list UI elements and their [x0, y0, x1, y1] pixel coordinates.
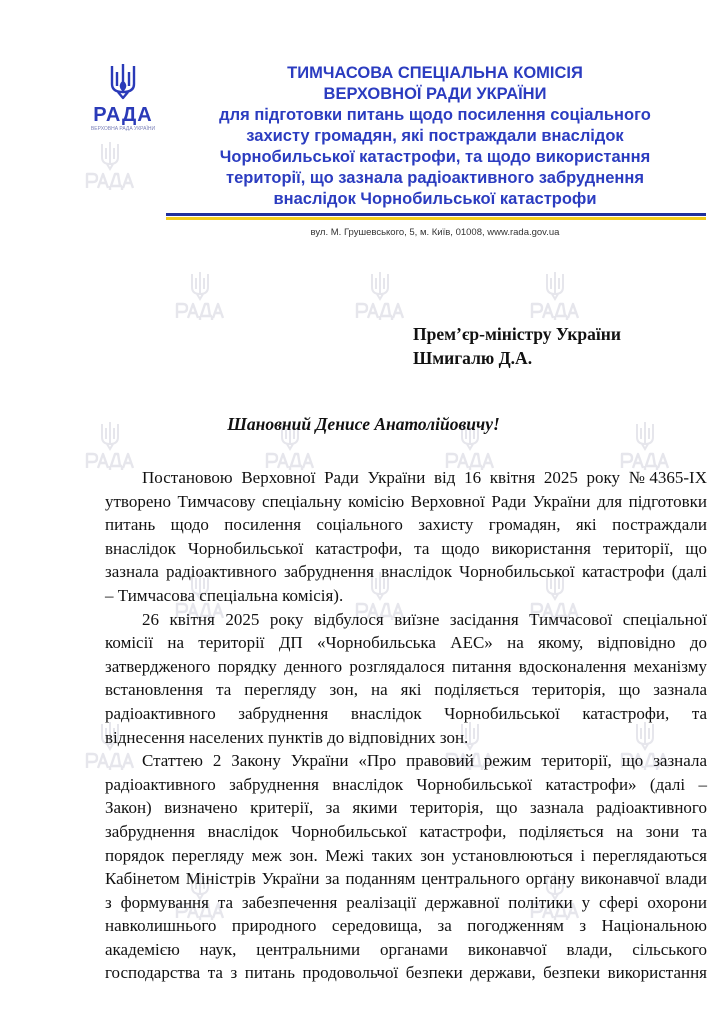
text-line: Закон) визначено критерії, за якими територія, що зазнала радіоактивного — [105, 798, 707, 818]
addressee — [413, 322, 621, 370]
paragraph — [105, 466, 707, 608]
letterhead-line: Чорнобильської катастрофи, та щодо використання — [219, 148, 651, 166]
addressee-name: Шмигалю Д.А. — [413, 348, 533, 368]
watermark — [355, 270, 405, 322]
text-line: зазнала радіоактивного забруднення внаслідок Чорнобильської катастрофи (далі — [105, 562, 707, 582]
trident-icon — [372, 272, 388, 299]
text-line: комісії на території ДП «Чорнобильська АЕС» на якому, відповідно до — [105, 633, 707, 653]
letterhead-line: території, що зазнала радіоактивного забруднення — [226, 169, 644, 187]
trident-icon — [192, 272, 208, 299]
rada-logo — [88, 62, 158, 132]
text-line: академією наук, центральними органами виконавчої влади, сільського — [105, 939, 707, 959]
letterhead-line: внаслідок Чорнобильської катастрофи — [273, 190, 597, 208]
text-line: віднесення населених пунктів до відповідних зон. — [105, 727, 469, 747]
letterhead-line: ТИМЧАСОВА СПЕЦІАЛЬНА КОМІСІЯ — [287, 64, 583, 82]
text-line: навколишнього природного середовища, за погодженням з Національною — [105, 916, 707, 936]
trident-icon — [108, 62, 138, 100]
text-line: – Тимчасова спеціальна комісія). — [105, 585, 344, 605]
text-line: Статтею 2 Закону України «Про правовий режим території, що зазнала — [142, 751, 707, 771]
letterhead-line: ВЕРХОВНОЇ РАДИ УКРАЇНИ — [323, 85, 547, 103]
letterhead-title — [165, 63, 705, 210]
addressee-title: Прем’єр-міністру України — [413, 324, 621, 344]
salutation: Шановний Денисе Анатолійовичу! — [227, 414, 500, 434]
logo-subtitle: ВЕРХОВНА РАДА УКРАЇНИ — [90, 126, 156, 132]
letterhead-address: вул. М. Грушевського, 5, м. Київ, 01008, www.rada.gov.ua — [310, 227, 560, 238]
letterhead-line: для підготовки питань щодо посилення соціального — [219, 106, 651, 124]
logo-name: РАДА — [93, 104, 153, 126]
letter-body — [105, 466, 707, 985]
divider-blue — [166, 213, 706, 216]
text-line: господарства та з питань продовольчої безпеки держави, безпеки використання — [105, 963, 707, 983]
watermark — [175, 270, 225, 322]
paragraph — [105, 749, 707, 985]
text-line: забруднення внаслідок Чорнобильської катастрофи, поділяється на зони та — [105, 821, 707, 841]
watermark — [530, 270, 580, 322]
text-line: Кабінетом Міністрів України за поданням центрального органу виконавчої влади — [105, 869, 707, 889]
paragraph — [105, 608, 707, 750]
text-line: утворено Тимчасову спеціальну комісію Верховної Ради України для підготовки — [105, 491, 707, 511]
watermark-lettering — [357, 304, 403, 320]
watermark-lettering — [177, 304, 223, 320]
text-line: Постановою Верховної Ради України від 16 квітня 2025 року №4365-IX — [142, 468, 707, 487]
text-line: радіоактивного забруднення внаслідок Чорнобильської катастрофи, та — [105, 703, 707, 723]
trident-icon — [547, 272, 563, 299]
text-line: внаслідок Чорнобильської катастрофи, та щодо використання території, що — [105, 538, 707, 558]
text-line: порядок перегляду меж зон. Межі таких зон установлюються і переглядаються — [105, 845, 707, 865]
watermark-lettering — [87, 174, 133, 190]
text-line: встановлення та перегляду зон, на які поділяється територія, що зазнала — [105, 680, 707, 700]
trident-icon — [102, 142, 118, 169]
text-line: затвердженого порядку денного розглядалося питання вдосконалення механізму — [105, 656, 707, 676]
text-line: питань щодо посилення соціального захисту громадян, які постраждали — [105, 515, 707, 535]
text-line: 26 квітня 2025 року відбулося виїзне засідання Тимчасової спеціальної — [142, 609, 707, 629]
text-line: з формування та забезпечення реалізації державної політики у сфері охорони — [105, 892, 707, 912]
watermark — [85, 140, 135, 192]
watermark-lettering — [532, 304, 578, 320]
divider-yellow — [166, 217, 706, 220]
text-line: радіоактивного забруднення внаслідок Чорнобильської катастрофи» (далі – — [105, 774, 707, 794]
letterhead-line: захисту громадян, які постраждали внаслідок — [246, 127, 624, 145]
